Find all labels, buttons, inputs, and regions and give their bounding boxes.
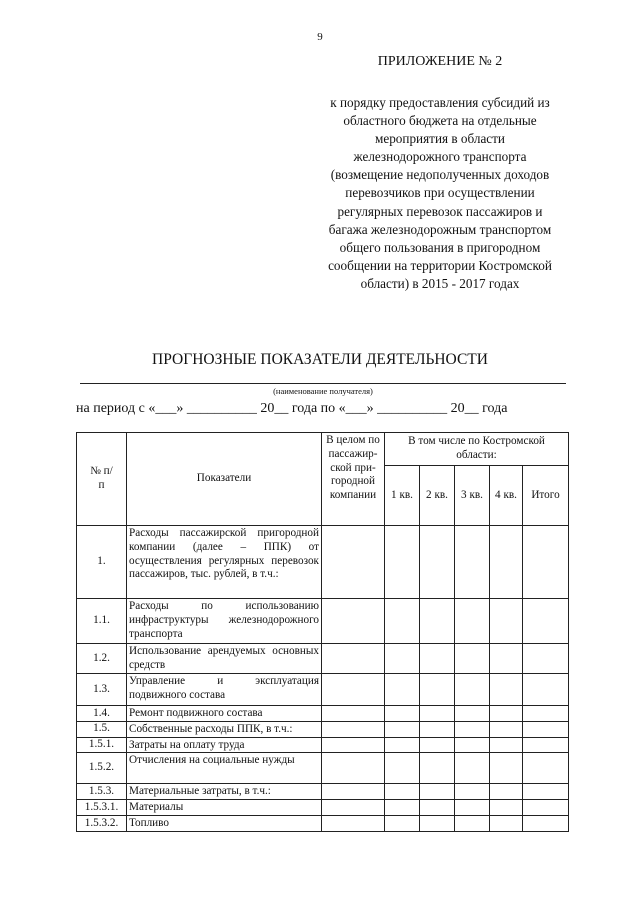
table-row bbox=[77, 706, 569, 722]
table-body bbox=[77, 526, 569, 832]
appendix-line: регулярных перевозок пассажиров и bbox=[337, 203, 543, 219]
value-cell bbox=[490, 737, 523, 753]
value-cell bbox=[385, 784, 420, 800]
value-cell bbox=[455, 706, 490, 722]
row-indicator-name: Собственные расходы ППК, в т.ч.: bbox=[127, 721, 322, 737]
value-cell bbox=[322, 526, 385, 599]
value-cell bbox=[385, 816, 420, 832]
header-indicators: Показатели bbox=[127, 433, 322, 526]
value-cell bbox=[455, 599, 490, 644]
value-cell bbox=[385, 721, 420, 737]
row-number: 1.5.2. bbox=[77, 753, 127, 784]
row-indicator-name: Ремонт подвижного состава bbox=[127, 706, 322, 722]
row-indicator-name: Расходы по использованию инфраструктуры железнодорожного транспорта bbox=[127, 599, 322, 644]
table-row bbox=[77, 526, 569, 599]
row-number: 1.3. bbox=[77, 674, 127, 706]
value-cell bbox=[385, 706, 420, 722]
value-cell bbox=[455, 816, 490, 832]
value-cell bbox=[322, 784, 385, 800]
value-cell bbox=[322, 674, 385, 706]
period-line: на период с «___» __________ 20__ года по «___» __________ 20__ года bbox=[76, 401, 508, 416]
row-number: 1.5.1. bbox=[77, 737, 127, 753]
value-cell bbox=[385, 737, 420, 753]
appendix-line: сообщении на территории Костромской bbox=[328, 257, 552, 273]
row-indicator-name: Затраты на оплату труда bbox=[127, 737, 322, 753]
row-number: 1.1. bbox=[77, 599, 127, 644]
row-number: 1.4. bbox=[77, 706, 127, 722]
value-cell bbox=[322, 737, 385, 753]
value-cell bbox=[523, 753, 569, 784]
value-cell bbox=[523, 599, 569, 644]
row-indicator-name: Управление и эксплуатация подвижного состава bbox=[127, 674, 322, 706]
indicators-table bbox=[76, 432, 569, 832]
row-number: 1.5.3. bbox=[77, 784, 127, 800]
recipient-name-line bbox=[80, 383, 566, 384]
value-cell bbox=[420, 737, 455, 753]
value-cell bbox=[420, 526, 455, 599]
value-cell bbox=[523, 644, 569, 674]
value-cell bbox=[490, 800, 523, 816]
document-title: ПРОГНОЗНЫЕ ПОКАЗАТЕЛИ ДЕЯТЕЛЬНОСТИ bbox=[152, 351, 488, 368]
appendix-line: области) в 2015 - 2017 годах bbox=[360, 275, 520, 291]
value-cell bbox=[385, 753, 420, 784]
appendix-title: ПРИЛОЖЕНИЕ № 2 bbox=[377, 54, 503, 69]
value-cell bbox=[523, 526, 569, 599]
value-cell bbox=[455, 753, 490, 784]
row-number: 1.5.3.1. bbox=[77, 800, 127, 816]
value-cell bbox=[490, 599, 523, 644]
header-total: Итого bbox=[523, 466, 569, 526]
value-cell bbox=[455, 737, 490, 753]
recipient-caption: (наименование получателя) bbox=[273, 386, 373, 396]
value-cell bbox=[420, 721, 455, 737]
value-cell bbox=[420, 706, 455, 722]
row-indicator-name: Материалы bbox=[127, 800, 322, 816]
appendix-line: мероприятия в области bbox=[375, 131, 505, 147]
row-number: 1.5.3.2. bbox=[77, 816, 127, 832]
appendix-description bbox=[300, 94, 580, 293]
appendix-line: (возмещение недополученных доходов bbox=[330, 167, 550, 183]
value-cell bbox=[322, 721, 385, 737]
value-cell bbox=[385, 526, 420, 599]
header-q1: 1 кв. bbox=[385, 466, 420, 526]
value-cell bbox=[420, 674, 455, 706]
header-region-group: В том числе по Костромской области: bbox=[385, 433, 569, 466]
header-number: № п/п bbox=[77, 433, 127, 526]
appendix-line: общего пользования в пригородном bbox=[339, 239, 541, 255]
value-cell bbox=[455, 800, 490, 816]
value-cell bbox=[322, 599, 385, 644]
row-indicator-name: Топливо bbox=[127, 816, 322, 832]
value-cell bbox=[455, 644, 490, 674]
value-cell bbox=[490, 721, 523, 737]
value-cell bbox=[523, 706, 569, 722]
row-indicator-name: Материальные затраты, в т.ч.: bbox=[127, 784, 322, 800]
value-cell bbox=[523, 784, 569, 800]
header-q3: 3 кв. bbox=[455, 466, 490, 526]
value-cell bbox=[490, 816, 523, 832]
table-row bbox=[77, 721, 569, 737]
value-cell bbox=[385, 644, 420, 674]
value-cell bbox=[455, 526, 490, 599]
value-cell bbox=[490, 753, 523, 784]
table-row bbox=[77, 784, 569, 800]
page-number: 9 bbox=[317, 31, 323, 43]
appendix-line: к порядку предоставления субсидий из bbox=[330, 95, 550, 110]
value-cell bbox=[490, 644, 523, 674]
value-cell bbox=[385, 599, 420, 644]
table-row bbox=[77, 674, 569, 706]
header-q4: 4 кв. bbox=[490, 466, 523, 526]
header-total-company: В целом по пассажир-ской при-городной компании bbox=[322, 433, 385, 526]
value-cell bbox=[523, 800, 569, 816]
value-cell bbox=[322, 706, 385, 722]
row-indicator-name: Использование арендуемых основных средств bbox=[127, 644, 322, 674]
header-q2: 2 кв. bbox=[420, 466, 455, 526]
row-number: 1.5. bbox=[77, 721, 127, 737]
value-cell bbox=[490, 526, 523, 599]
value-cell bbox=[523, 721, 569, 737]
value-cell bbox=[420, 800, 455, 816]
row-number: 1.2. bbox=[77, 644, 127, 674]
value-cell bbox=[455, 721, 490, 737]
row-number: 1. bbox=[77, 526, 127, 599]
table-row bbox=[77, 737, 569, 753]
value-cell bbox=[420, 816, 455, 832]
value-cell bbox=[455, 784, 490, 800]
value-cell bbox=[490, 674, 523, 706]
table-row bbox=[77, 800, 569, 816]
value-cell bbox=[455, 674, 490, 706]
value-cell bbox=[420, 599, 455, 644]
appendix-line: багажа железнодорожным транспортом bbox=[328, 221, 552, 237]
value-cell bbox=[490, 706, 523, 722]
value-cell bbox=[523, 737, 569, 753]
table-row bbox=[77, 753, 569, 784]
value-cell bbox=[322, 644, 385, 674]
value-cell bbox=[523, 816, 569, 832]
value-cell bbox=[420, 644, 455, 674]
value-cell bbox=[490, 784, 523, 800]
row-indicator-name: Отчисления на социальные нужды bbox=[127, 753, 322, 784]
row-indicator-name: Расходы пассажирской пригородной компании (далее – ППК) от осуществления регулярных перевозок пассажиров, тыс. рублей, в т.ч.: bbox=[127, 526, 322, 599]
value-cell bbox=[385, 800, 420, 816]
appendix-line: областного бюджета на отдельные bbox=[343, 113, 537, 129]
appendix-line: перевозчиков при осуществлении bbox=[345, 185, 535, 201]
table-row bbox=[77, 816, 569, 832]
appendix-line: железнодорожного транспорта bbox=[353, 149, 527, 165]
value-cell bbox=[385, 674, 420, 706]
table-row bbox=[77, 599, 569, 644]
value-cell bbox=[322, 816, 385, 832]
value-cell bbox=[322, 800, 385, 816]
value-cell bbox=[420, 784, 455, 800]
table-row bbox=[77, 644, 569, 674]
value-cell bbox=[420, 753, 455, 784]
value-cell bbox=[322, 753, 385, 784]
value-cell bbox=[523, 674, 569, 706]
